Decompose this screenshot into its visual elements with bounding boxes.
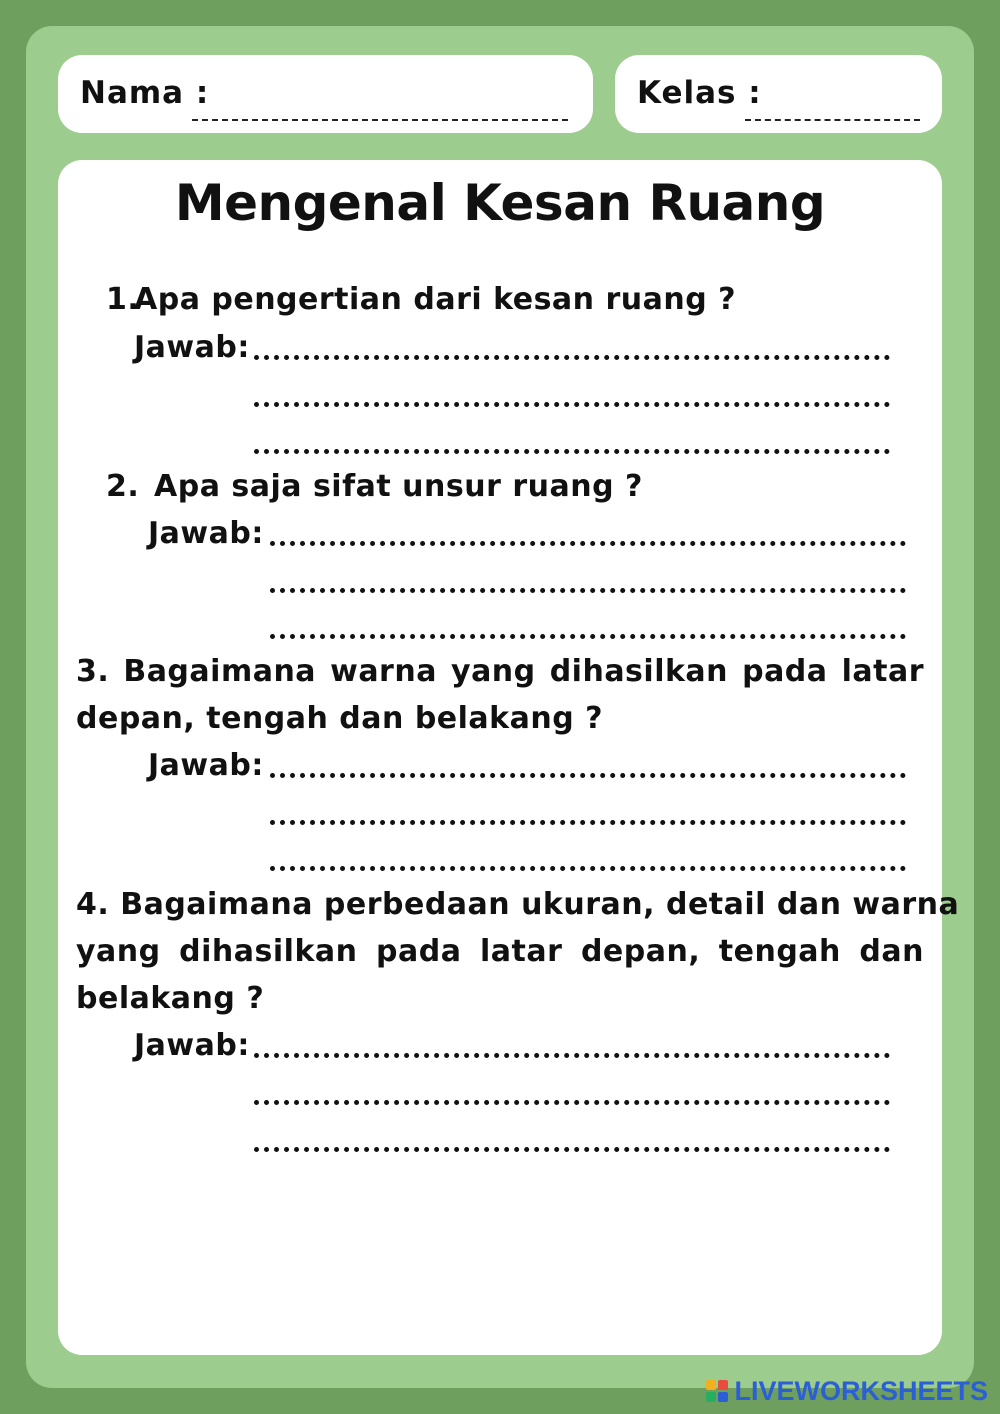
liveworksheets-logo-icon <box>706 1380 728 1402</box>
question-1-answer-line-2[interactable] <box>254 402 890 407</box>
class-input-line[interactable] <box>745 119 920 121</box>
question-3-answer-line-2[interactable] <box>270 820 906 825</box>
name-field-box <box>58 55 593 133</box>
question-1-answer-line-1[interactable] <box>254 355 890 360</box>
question-3-answer-line-1[interactable] <box>270 773 906 778</box>
question-1-number: 1. <box>106 282 140 317</box>
question-2-answer-line-1[interactable] <box>270 541 906 546</box>
question-2-text: Apa saja sifat unsur ruang ? <box>154 469 643 504</box>
question-1-answer-label: Jawab: <box>134 330 250 365</box>
question-4-text-line-3: belakang ? <box>76 981 265 1016</box>
name-input-line[interactable] <box>192 119 568 121</box>
question-3-text-line-2: depan, tengah dan belakang ? <box>76 701 604 736</box>
question-4-answer-line-3[interactable] <box>254 1147 890 1152</box>
question-4-answer-line-2[interactable] <box>254 1100 890 1105</box>
question-3-answer-label: Jawab: <box>148 748 264 783</box>
question-3-answer-line-3[interactable] <box>270 866 906 871</box>
question-3-text-line-1: 3. Bagaimana warna yang dihasilkan pada latar <box>76 654 924 689</box>
question-4-text-line-2: yang dihasilkan pada latar depan, tengah dan <box>76 934 924 969</box>
question-4-answer-line-1[interactable] <box>254 1053 890 1058</box>
liveworksheets-wordmark: LIVEWORKSHEETS <box>734 1375 988 1406</box>
question-2-answer-line-2[interactable] <box>270 588 906 593</box>
question-2-number: 2. <box>106 469 140 504</box>
class-label: Kelas : <box>637 75 762 111</box>
worksheet-card <box>58 160 960 1355</box>
class-field-box <box>615 55 942 133</box>
question-2-answer-line-3[interactable] <box>270 634 906 639</box>
question-4-answer-label: Jawab: <box>134 1028 250 1063</box>
question-2-answer-label: Jawab: <box>148 516 264 551</box>
question-1-text: Apa pengertian dari kesan ruang ? <box>134 282 737 317</box>
name-label: Nama : <box>80 75 210 111</box>
question-4-text-line-1: 4. Bagaimana perbedaan ukuran, detail dan warna <box>76 887 960 922</box>
liveworksheets-watermark <box>706 1376 988 1406</box>
question-1-answer-line-3[interactable] <box>254 449 890 454</box>
worksheet-title: Mengenal Kesan Ruang <box>174 174 826 232</box>
